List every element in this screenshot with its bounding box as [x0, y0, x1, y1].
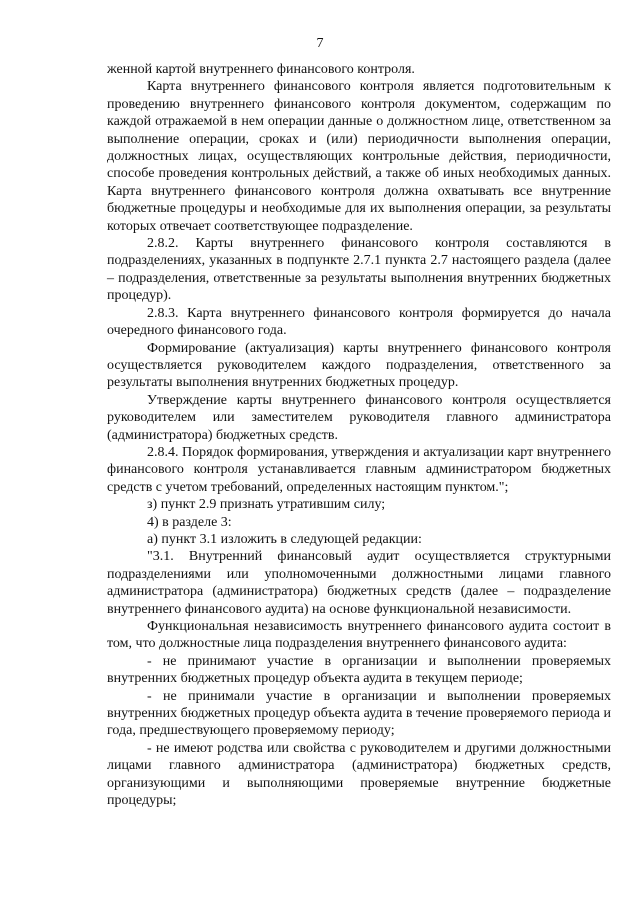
paragraph-item-a: а) пункт 3.1 изложить в следующей редакции: [147, 531, 422, 547]
paragraph-map-definition: Карта внутреннего финансового контроля является подготовительным к проведению внутреннего финансового контроля документом, содержащим по каждой отражаемой в нем операции данные о должностном лице, ответственном за выполнение операции, сроках и (или) периодичности выполнения операции, должностных лицах, осуществляющих контрольные действия, периодичности, способе проведения контрольных действий, а также об иных необходимых данных. Карта внутреннего финансового контроля должна охватывать все внутренние бюджетные процедуры и необходимые для их выполнения операции, за результаты которых отвечает соответствующее подразделение. [107, 79, 611, 234]
paragraph-3-1: "3.1. Внутренний финансовый аудит осуществляется структурными подразделениями или уполномоченными должностными лицами главного администратора (администратора) бюджетных средств (далее – подразделение внутреннего финансового аудита) на основе функциональной независимости. [107, 549, 611, 617]
paragraph-2-8-2: 2.8.2. Карты внутреннего финансового контроля составляются в подразделениях, указанных в подпункте 2.7.1 пункта 2.7 настоящего раздела (далее – подразделения, ответственные за результаты выполнения внутренних бюджетных процедур). [107, 236, 611, 304]
list-item-kinship: - не имеют родства или свойства с руководителем и другими должностными лицами главного администратора (администратора) бюджетных средств, организующими и выполняющими проверяемые внутренние бюджетные процедуры; [107, 740, 611, 809]
list-item-audited-period: - не принимали участие в организации и выполнении проверяемых внутренних бюджетных процедур объекта аудита в течение проверяемого периода и года, предшествующего проверяемому периоду; [107, 688, 611, 739]
page-number: 7 [316, 36, 324, 51]
paragraph-functional-independence: Функциональная независимость внутреннего финансового аудита состоит в том, что должностные лица подразделения внутреннего финансового аудита: [107, 619, 611, 652]
list-item-current-period: - не принимают участие в организации и выполнении проверяемых внутренних бюджетных процедур объекта аудита в текущем периоде; [107, 653, 611, 687]
paragraph-map-formation: Формирование (актуализация) карты внутреннего финансового контроля осуществляется руководителем каждого подразделения, ответственного за результаты выполнения внутренних бюджетных процедур. [107, 340, 611, 391]
paragraph-map-approval: Утверждение карты внутреннего финансового контроля осуществляется руководителем или заместителем руководителя главного администратора (администратора) бюджетных средств. [107, 392, 611, 443]
paragraph-continuation: женной картой внутреннего финансового контроля. [107, 62, 415, 77]
document-body [107, 61, 611, 809]
paragraph-2-8-4: 2.8.4. Порядок формирования, утверждения и актуализации карт внутреннего финансового контроля устанавливается главным администратором бюджетных средств с учетом требований, определенных настоящим пунктом."; [107, 444, 611, 495]
paragraph-item-4: 4) в разделе 3: [147, 514, 232, 530]
paragraph-item-z: з) пункт 2.9 признать утратившим силу; [147, 497, 386, 513]
paragraph-2-8-3: 2.8.3. Карта внутреннего финансового контроля формируется до начала очередного финансового года. [107, 305, 611, 339]
